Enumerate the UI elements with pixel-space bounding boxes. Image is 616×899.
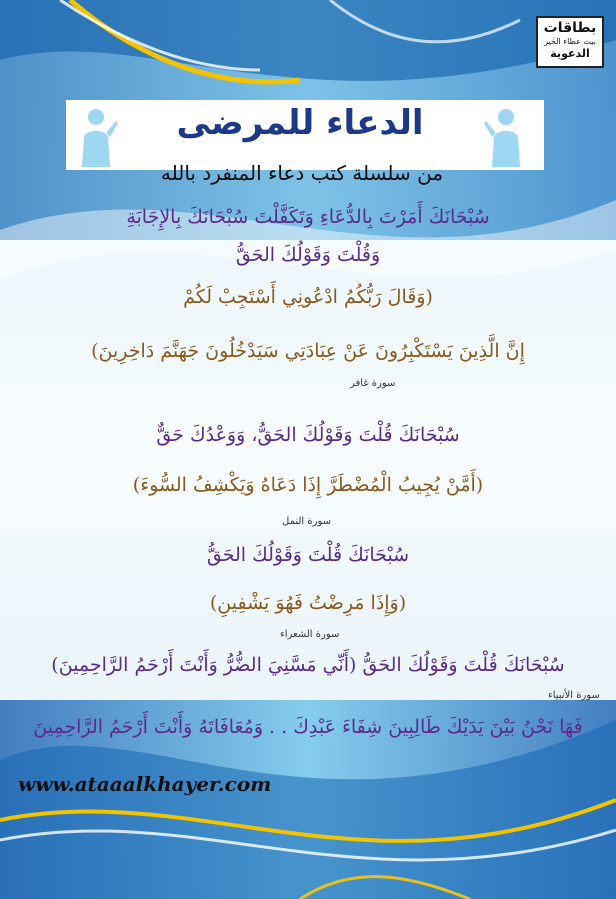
quran-verse: (أَمَّنْ يُجِيبُ الْمُضْطَرَّ إِذَا دَعَاهُ وَيَكْشِفُ السُّوءَ) (132, 474, 484, 496)
praying-figure-icon (478, 103, 536, 167)
logo-line-2: بيت عطاء الخير (544, 37, 596, 46)
series-subtitle: من سلسلة كتب دعاء المنفرد بالله (160, 161, 444, 185)
surah-reference: سورة الأنبياء (548, 690, 600, 701)
logo-line-1: بطاقات (543, 20, 597, 36)
page-title: الدعاء للمرضى (176, 103, 424, 143)
supplication-line: وَقُلْتَ وَقَوْلُكَ الحَقُّ (235, 244, 381, 266)
surah-reference: سورة غافر (350, 378, 396, 389)
quran-verse: إِنَّ الَّذِينَ يَسْتَكْبِرُونَ عَنْ عِبَادَتِي سَيَدْخُلُونَ جَهَنَّمَ دَاخِرِينَ) (91, 340, 525, 362)
supplication-line: سُبْحَانَكَ أَمَرْتَ بِالدُّعَاءِ وَتَكَفَّلْتَ سُبْحَانَكَ بِالإِجَابَةِ (126, 206, 490, 228)
brand-logo (536, 16, 604, 68)
surah-reference: سورة النمل (282, 516, 331, 527)
supplication-line: سُبْحَانَكَ قُلْتَ وَقَوْلُكَ الحَقُّ (206, 544, 410, 566)
praying-figure-icon (66, 103, 124, 167)
quran-verse: (وَقَالَ رَبُّكُمُ ادْعُونِي أَسْتَجِبْ لَكُمْ (183, 286, 433, 308)
supplication-line: سُبْحَانَكَ قُلْتَ وَقَوْلُكَ الحَقُّ، وَوَعْدُكَ حَقٌّ (156, 424, 460, 446)
supplication-line: سُبْحَانَكَ قُلْتَ وَقَوْلُكَ الحَقُّ (أَنِّي مَسَّنِيَ الضُّرُّ وَأَنْتَ أَرْحَمُ الرَّاحِمِينَ) (51, 654, 565, 676)
surah-reference: سورة الشعراء (280, 629, 340, 640)
quran-verse: (وَإِذَا مَرِضْتُ فَهُوَ يَشْفِينِ) (209, 592, 407, 614)
logo-line-3: الدعوية (550, 47, 590, 60)
supplication-line: فَهَا نَحْنُ بَيْنَ يَدَيْكَ طَالِبِينَ شِفَاءَ عَبْدِكَ . . وَمُعَافَاتَهُ وَأَنْتَ أَرْحَمُ الرَّاحِمِينَ (33, 716, 583, 738)
website-url: www.ataaalkhayer.com (18, 772, 272, 796)
